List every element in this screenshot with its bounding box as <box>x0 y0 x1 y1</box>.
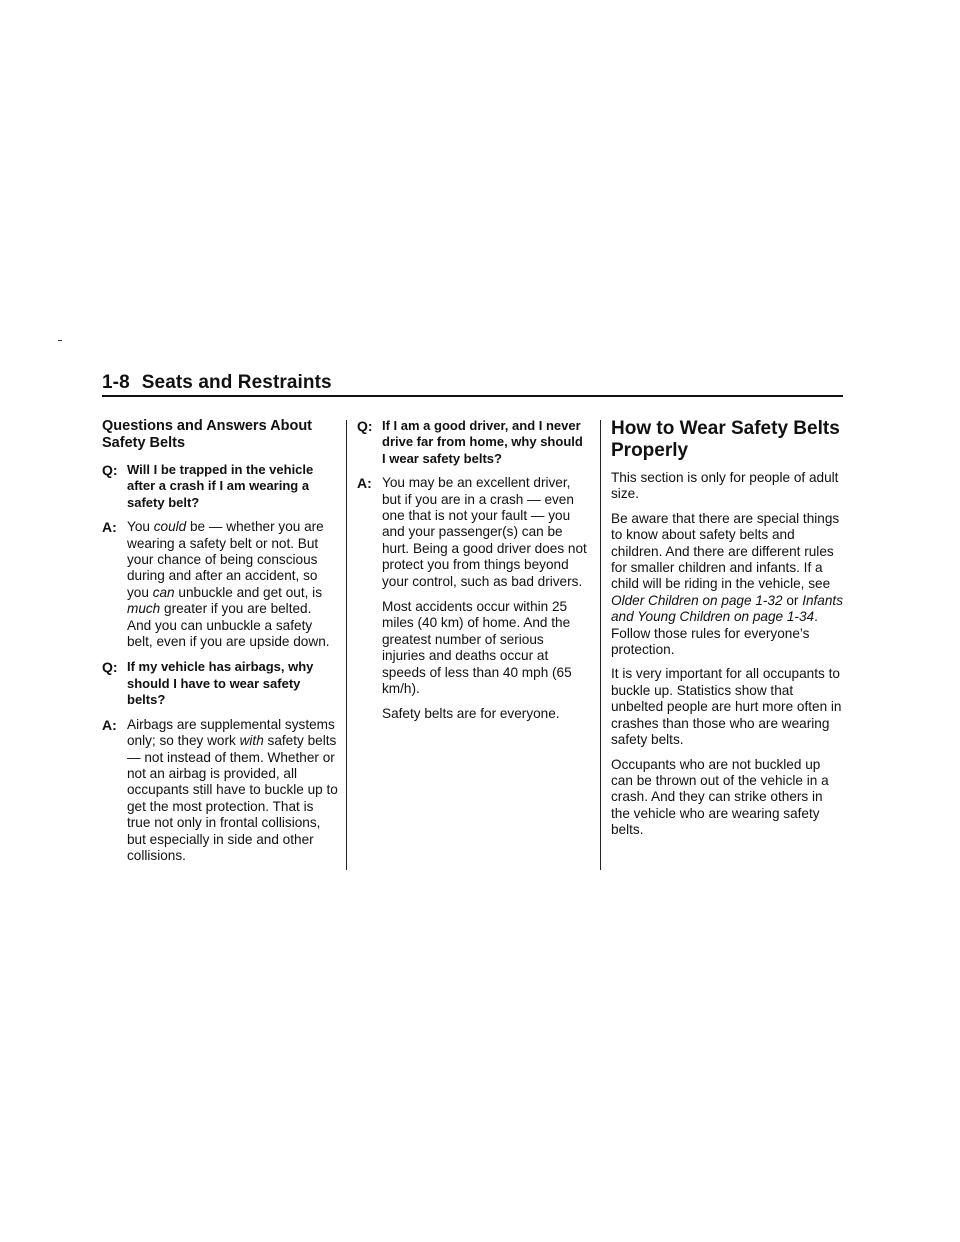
answer-tag: A: <box>102 519 117 536</box>
paragraph-statistics: It is very important for all occupants to buckle up. Statistics show that unbelted people are hurt more often in crashes than those who are wearing safety belts. <box>611 666 842 748</box>
qa-heading: Questions and Answers About Safety Belts <box>102 418 313 451</box>
section-title: Seats and Restraints <box>141 372 332 393</box>
page-number: 1-8 <box>102 372 130 393</box>
question-3 <box>357 418 589 467</box>
header-title <box>102 372 332 394</box>
question-tag: Q: <box>357 418 373 434</box>
page-header <box>102 372 843 398</box>
answer-text: be — whether you are wearing a safety belt or not. But your chance of being conscious during and after an accident, so you <box>127 519 324 600</box>
answer-emphasis: much <box>127 601 161 617</box>
cross-reference-infants[interactable]: Infants and Young Children on page 1-34 <box>611 592 843 625</box>
answer-text: greater if you are belted. And you can unbuckle a safety belt, even if you are upside down. <box>127 601 330 650</box>
answer-emphasis: with <box>239 733 264 749</box>
answer-3 <box>357 475 589 590</box>
header-rule <box>102 395 843 397</box>
column-1 <box>102 418 338 873</box>
question-1 <box>102 462 338 511</box>
section-heading: How to Wear Safety Belts Properly <box>611 418 840 461</box>
paragraph-text: Be aware that there are special things to know about safety belts and children. And there are different rules for smaller children and infants. If a child will be riding in the vehicle, see <box>611 510 840 592</box>
answer-emphasis: could <box>153 519 187 535</box>
crop-mark <box>58 340 62 341</box>
paragraph-children <box>611 511 845 659</box>
paragraph-everyone: Safety belts are for everyone. <box>382 705 560 721</box>
paragraph-adult-size: This section is only for people of adult size. <box>611 470 839 502</box>
answer-emphasis: can <box>152 584 175 600</box>
answer-text: You <box>127 519 154 535</box>
paragraph-accidents: Most accidents occur within 25 miles (40 km) of home. And the greatest number of serious injuries and deaths occur at speeds of less than 40 mph (65 km/h). <box>382 599 572 697</box>
answer-text: Airbags are supplemental systems only; so they work <box>127 716 335 749</box>
paragraph-thrown-out: Occupants who are not buckled up can be thrown out of the vehicle in a crash. And they can strike others in the vehicle who are wearing safety belts. <box>611 756 829 838</box>
answer-tag: A: <box>357 475 372 492</box>
answer-text: unbuckle and get out, is <box>174 584 322 600</box>
answer-text: You may be an excellent driver, but if you are in a crash — even one that is not your fault — you and your passenger(s) can be hurt. Being a good driver does not protect you from things beyond your control, such as bad drivers. <box>382 475 587 589</box>
question-2 <box>102 659 338 708</box>
answer-text: safety belts — not instead of them. Whether or not an airbag is provided, all occupants still have to buckle up to get the most protection. That is true not only in frontal collisions, but especially in side and other collisions. <box>127 733 338 863</box>
cross-reference-older-children[interactable]: Older Children on page 1-32 <box>611 592 783 608</box>
answer-1 <box>102 519 338 650</box>
question-text: If my vehicle has airbags, why should I have to wear safety belts? <box>127 659 314 708</box>
column-2 <box>357 418 589 730</box>
question-tag: Q: <box>102 659 118 676</box>
paragraph-text: or <box>782 592 803 608</box>
question-tag: Q: <box>102 462 118 478</box>
answer-tag: A: <box>102 716 117 733</box>
column-divider-1 <box>346 420 347 870</box>
question-text: Will I be trapped in the vehicle after a crash if I am wearing a safety belt? <box>127 462 314 510</box>
paragraph-text: . Follow those rules for everyone’s protection. <box>611 609 818 658</box>
answer-2 <box>102 717 338 865</box>
question-text: If I am a good driver, and I never drive far from home, why should I wear safety belts? <box>382 418 583 466</box>
column-3 <box>611 418 845 847</box>
column-divider-2 <box>600 420 601 870</box>
